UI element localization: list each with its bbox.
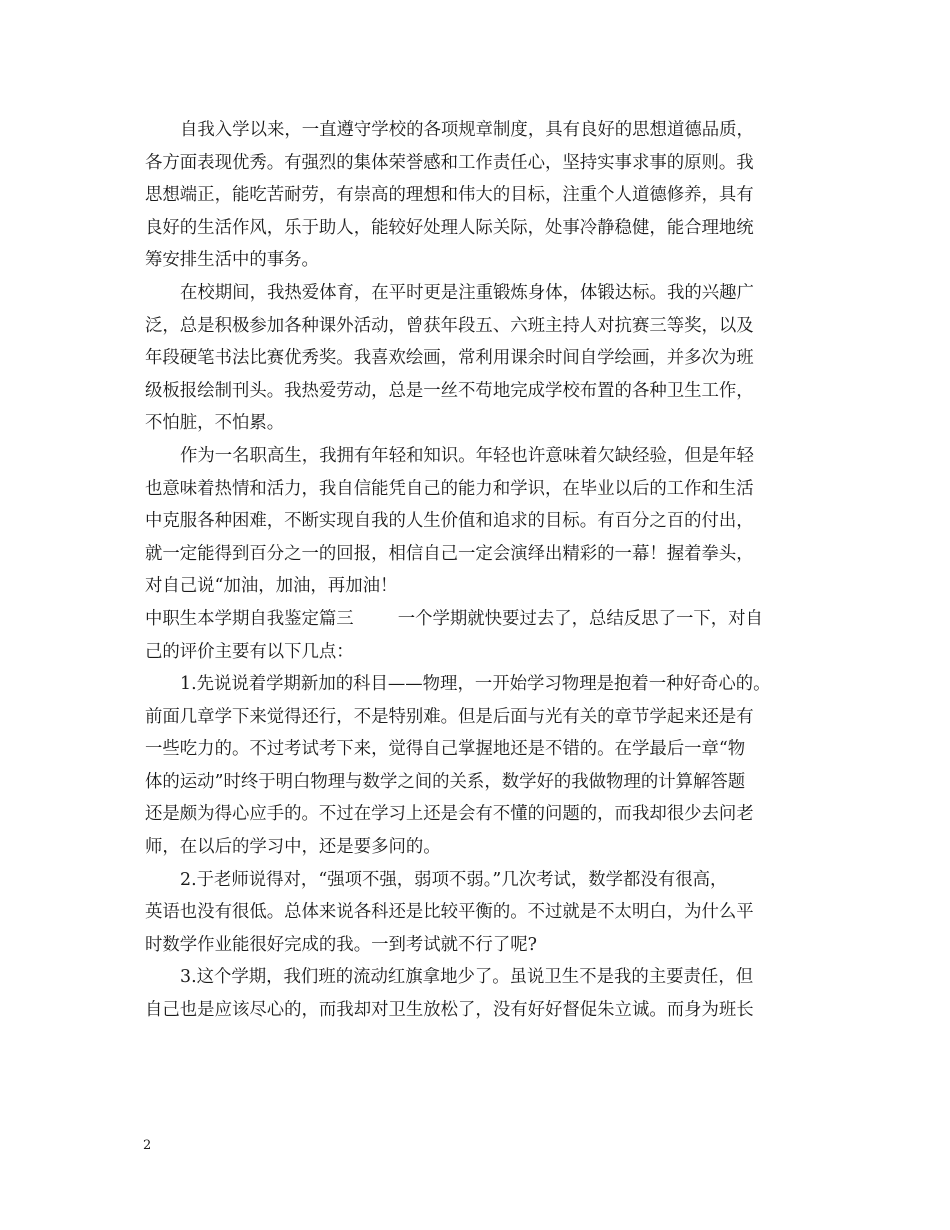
text-line: 年段硬笔书法比赛优秀奖。我喜欢绘画，常利用课余时间自学绘画，并多次为班: [145, 348, 754, 369]
text-line: 3.这个学期，我们班的流动红旗拿地少了。虽说卫生不是我的主要责任，但: [180, 967, 754, 988]
text-line: 还是颇为得心应手的。不过在学习上还是会有不懂的问题的，而我却很少去问老: [145, 804, 754, 825]
text-line: 中克服各种困难，不断实现自我的人生价值和追求的目标。有百分之百的付出，: [145, 511, 754, 532]
text-line: 各方面表现优秀。有强烈的集体荣誉感和工作责任心，坚持实事求事的原则。我: [145, 152, 754, 173]
text-line: 在校期间，我热爱体育，在平时更是注重锻炼身体，体锻达标。我的兴趣广: [180, 282, 754, 303]
text-line: 一些吃力的。不过考试考下来，觉得自己掌握地还是不错的。在学最后一章“物: [145, 739, 746, 760]
text-line: 对自己说“加油，加油，再加油！: [145, 576, 398, 597]
text-line: 作为一名职高生，我拥有年轻和知识。年轻也许意味着欠缺经验，但是年轻: [180, 445, 754, 466]
text-line: 自己也是应该尽心的，而我却对卫生放松了，没有好好督促朱立诚。而身为班长: [145, 1000, 754, 1021]
text-line: 时数学作业能很好完成的我。一到考试就不行了呢?: [145, 934, 537, 955]
text-line: 良好的生活作风，乐于助人，能较好处理人际关际，处事冷静稳健，能合理地统: [145, 217, 754, 238]
text-line: 1.先说说着学期新加的科目——物理，一开始学习物理是抱着一种好奇心的。: [180, 674, 771, 695]
section-heading-title: 中职生本学期自我鉴定篇三: [145, 608, 354, 629]
section-heading-line: [145, 603, 835, 636]
section-heading-text: 一个学期就快要过去了，总结反思了一下，对自: [397, 608, 763, 629]
page-number: 2: [143, 1138, 152, 1153]
text-line: 体的运动”时终于明白物理与数学之间的关系，数学好的我做物理的计算解答题: [145, 771, 746, 792]
text-line: 思想端正，能吃苦耐劳，有崇高的理想和伟大的目标，注重个人道德修养，具有: [145, 185, 754, 206]
text-line: 己的评价主要有以下几点：: [145, 641, 354, 662]
text-line: 筹安排生活中的事务。: [145, 250, 319, 271]
text-line: 师，在以后的学习中，还是要多问的。: [145, 837, 441, 858]
document-body: [145, 114, 835, 1027]
text-line: 2.于老师说得对，“强项不强，弱项不弱。”几次考试，数学都没有很高，: [180, 869, 728, 890]
text-line: 英语也没有很低。总体来说各科还是比较平衡的。不过就是不太明白，为什么平: [145, 902, 754, 923]
text-line: 不怕脏，不怕累。: [145, 413, 285, 434]
text-line: 自我入学以来，一直遵守学校的各项规章制度，具有良好的思想道德品质，: [180, 120, 754, 140]
text-line: 就一定能得到百分之一的回报，相信自己一定会演绎出精彩的一幕！握着拳头，: [145, 543, 754, 564]
text-line: 级板报绘制刊头。我热爱劳动，总是一丝不苟地完成学校布置的各种卫生工作，: [145, 380, 754, 401]
text-line: 前面几章学下来觉得还行，不是特别难。但是后面与光有关的章节学起来还是有: [145, 706, 754, 727]
text-line: 泛，总是积极参加各种课外活动，曾获年段五、六班主持人对抗赛三等奖，以及: [145, 315, 754, 336]
text-line: 也意味着热情和活力，我自信能凭自己的能力和学识，在毕业以后的工作和生活: [145, 478, 754, 499]
